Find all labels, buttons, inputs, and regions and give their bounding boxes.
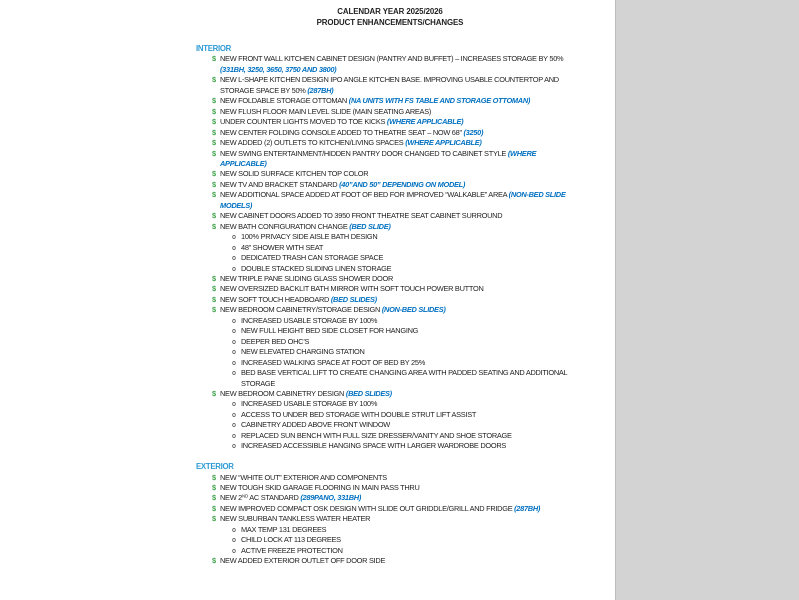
list-item — [196, 274, 584, 284]
dollar-bullet-icon: $ — [212, 106, 216, 116]
dollar-bullet-icon: $ — [212, 190, 216, 200]
item-text-segment: NEW CENTER FOLDING CONSOLE ADDED TO THEATRE SEAT – NOW 68” — [220, 127, 464, 137]
circle-bullet-icon: o — [232, 264, 236, 273]
item-text-segment: (WHERE APPLICABLE) — [386, 117, 464, 127]
item-text-segment: (287BH) — [514, 503, 541, 513]
item-text-segment: (BED SLIDES) — [330, 294, 377, 304]
section-heading-exterior: EXTERIOR — [196, 462, 234, 472]
item-text-segment: NEW L-SHAPE KITCHEN DESIGN IPO ANGLE KITCHEN BASE. IMPROVING USABLE COUNTERTOP AND STORAGE SPACE BY 50% — [220, 75, 559, 95]
list-item — [196, 483, 584, 493]
sub-item-text: NEW FULL HEIGHT BED SIDE CLOSET FOR HANGING — [241, 326, 419, 336]
item-text-segment: (40”AND 50” DEPENDING ON MODEL) — [339, 179, 466, 189]
item-text-segment: ND — [242, 493, 248, 499]
item-text-segment: NEW OVERSIZED BACKLIT BATH MIRROR WITH SOFT TOUCH POWER BUTTON — [220, 284, 484, 294]
item-text — [220, 305, 584, 315]
item-text-segment: NEW FLUSH FLOOR MAIN LEVEL SLIDE (MAIN SEATING AREAS) — [220, 106, 432, 116]
dollar-bullet-icon: $ — [212, 221, 216, 231]
dollar-bullet-icon: $ — [212, 138, 216, 148]
item-text — [220, 222, 584, 232]
item-text — [220, 180, 584, 190]
list-item — [196, 295, 584, 305]
item-text-segment: NEW SOFT TOUCH HEADBOARD — [220, 294, 331, 304]
dollar-bullet-icon: $ — [212, 388, 216, 398]
list-item — [196, 284, 584, 294]
dollar-bullet-icon: $ — [212, 493, 216, 503]
list-item — [196, 222, 584, 232]
item-text — [220, 295, 584, 305]
list-item — [196, 117, 584, 127]
section-interior — [196, 44, 584, 452]
sub-list-item — [196, 410, 584, 420]
item-text-segment: NEW CABINET DOORS ADDED TO 3950 FRONT THEATRE SEAT CABINET SURROUND — [220, 211, 503, 221]
section-heading-interior: INTERIOR — [196, 44, 232, 53]
circle-bullet-icon: o — [232, 358, 236, 367]
list-item — [196, 96, 584, 106]
sub-item-text: INCREASED ACCESSIBLE HANGING SPACE WITH LARGER WARDROBE DOORS — [241, 441, 507, 451]
sub-item-text: INCREASED WALKING SPACE AT FOOT OF BED BY 25% — [241, 357, 425, 367]
item-text — [220, 473, 584, 483]
list-item — [196, 473, 584, 483]
item-text — [220, 514, 584, 524]
item-text-segment: NEW SWING ENTERTAINMENT/HIDDEN PANTRY DOOR CHANGED TO CABINET STYLE — [220, 148, 508, 158]
circle-bullet-icon: o — [232, 525, 236, 534]
item-text-segment: (289PANO, 331BH) — [300, 493, 362, 503]
item-text-segment: NEW TRIPLE PANE SLIDING GLASS SHOWER DOOR — [220, 273, 394, 283]
sub-list-item — [196, 358, 584, 368]
sub-list-item — [196, 525, 584, 535]
sub-list-item — [196, 368, 584, 389]
item-text-segment: NEW ADDED EXTERIOR OUTLET OFF DOOR SIDE — [220, 556, 386, 566]
sub-item-text: NEW ELEVATED CHARGING STATION — [241, 347, 365, 357]
item-text — [220, 107, 584, 117]
circle-bullet-icon: o — [232, 348, 236, 357]
circle-bullet-icon: o — [232, 421, 236, 430]
sub-list-item — [196, 326, 584, 336]
item-text-segment: (NON-BED SLIDES) — [381, 305, 446, 315]
item-text — [220, 75, 584, 96]
section-exterior — [196, 462, 584, 567]
sub-item-text: 100% PRIVACY SIDE AISLE BATH DESIGN — [241, 232, 378, 242]
sub-item-text: 48” SHOWER WITH SEAT — [241, 242, 324, 252]
sub-item-text: DEDICATED TRASH CAN STORAGE SPACE — [241, 253, 384, 263]
dollar-bullet-icon: $ — [212, 179, 216, 189]
sub-list-item — [196, 441, 584, 451]
item-text — [220, 149, 584, 170]
document-body — [196, 44, 584, 567]
circle-bullet-icon: o — [232, 536, 236, 545]
item-text — [220, 483, 584, 493]
list-item — [196, 493, 584, 503]
circle-bullet-icon: o — [232, 546, 236, 555]
item-text-segment: NEW 2 — [220, 493, 243, 503]
dollar-bullet-icon: $ — [212, 148, 216, 158]
dollar-bullet-icon: $ — [212, 75, 216, 85]
dollar-bullet-icon: $ — [212, 117, 216, 127]
dollar-bullet-icon: $ — [212, 503, 216, 513]
item-text-segment: (NA UNITS WITH FS TABLE AND STORAGE OTTOMAN) — [348, 96, 531, 106]
circle-bullet-icon: o — [232, 243, 236, 252]
item-text — [220, 54, 584, 75]
item-text-segment: UNDER COUNTER LIGHTS MOVED TO TOE KICKS — [220, 117, 387, 127]
item-text-segment: (WHERE APPLICABLE) — [220, 148, 537, 168]
sub-list-item — [196, 232, 584, 242]
sub-list-item — [196, 316, 584, 326]
item-text-segment: NEW BEDROOM CABINETRY DESIGN — [220, 388, 346, 398]
dollar-bullet-icon: $ — [212, 169, 216, 179]
list-item — [196, 54, 584, 75]
list-item — [196, 180, 584, 190]
dollar-bullet-icon: $ — [212, 96, 216, 106]
dollar-bullet-icon: $ — [212, 273, 216, 283]
sub-list-item — [196, 337, 584, 347]
list-item — [196, 211, 584, 221]
list-item — [196, 389, 584, 399]
item-text-segment: NEW FRONT WALL KITCHEN CABINET DESIGN (PANTRY AND BUFFET) – INCREASES STORAGE BY 50% — [220, 54, 564, 64]
sub-item-text: MAX TEMP 131 DEGREES — [241, 524, 327, 534]
dollar-bullet-icon: $ — [212, 284, 216, 294]
circle-bullet-icon: o — [232, 410, 236, 419]
sub-list-item — [196, 347, 584, 357]
dollar-bullet-icon: $ — [212, 514, 216, 524]
document-title-line2: PRODUCT ENHANCEMENTS/CHANGES — [316, 18, 464, 27]
sub-item-text: DEEPER BED OHC’S — [241, 336, 310, 346]
item-text-segment: NEW SOLID SURFACE KITCHEN TOP COLOR — [220, 169, 369, 179]
item-text — [220, 211, 584, 221]
item-text-segment: (287BH) — [307, 85, 334, 95]
circle-bullet-icon: o — [232, 337, 236, 346]
item-text-segment: (331BH, 3250, 3650, 3750 AND 3800) — [220, 64, 337, 74]
sub-list-item — [196, 546, 584, 556]
sub-item-text: CABINETRY ADDED ABOVE FRONT WINDOW — [241, 420, 390, 430]
circle-bullet-icon: o — [232, 369, 236, 378]
circle-bullet-icon: o — [232, 327, 236, 336]
sub-list-item — [196, 243, 584, 253]
item-text — [220, 504, 584, 514]
item-text — [220, 389, 584, 399]
item-text-segment: (WHERE APPLICABLE) — [405, 138, 482, 148]
item-text-segment: AC STANDARD — [247, 493, 301, 503]
item-text — [220, 284, 584, 294]
sub-item-text: ACCESS TO UNDER BED STORAGE WITH DOUBLE STRUT LIFT ASSIST — [241, 409, 477, 419]
item-text — [220, 493, 584, 503]
item-text-segment: NEW IMPROVED COMPACT OSK DESIGN WITH SLIDE OUT GRIDDLE/GRILL AND FRIDGE — [220, 503, 515, 513]
item-text-segment: NEW BEDROOM CABINETRY/STORAGE DESIGN — [220, 305, 382, 315]
document-title — [196, 6, 584, 28]
item-text-segment: NEW ADDED (2) OUTLETS TO KITCHEN/LIVING SPACES — [220, 138, 406, 148]
dollar-bullet-icon: $ — [212, 54, 216, 64]
sub-list-item — [196, 431, 584, 441]
item-text — [220, 274, 584, 284]
list-item — [196, 75, 584, 96]
dollar-bullet-icon: $ — [212, 472, 216, 482]
sub-list-item — [196, 253, 584, 263]
sub-item-text: ACTIVE FREEZE PROTECTION — [241, 545, 343, 555]
circle-bullet-icon: o — [232, 254, 236, 263]
item-text — [220, 556, 584, 566]
circle-bullet-icon: o — [232, 442, 236, 451]
sub-item-text: BED BASE VERTICAL LIFT TO CREATE CHANGING AREA WITH PADDED SEATING AND ADDITIONAL STORAGE — [241, 368, 568, 388]
item-text-segment: (BED SLIDES) — [345, 388, 392, 398]
item-text-segment: NEW ADDITIONAL SPACE ADDED AT FOOT OF BED FOR IMPROVED “WALKABLE” AREA — [220, 190, 509, 200]
list-item — [196, 305, 584, 315]
item-text-segment: NEW TV AND BRACKET STANDARD — [220, 179, 340, 189]
list-item — [196, 190, 584, 211]
sub-item-text: INCREASED USABLE STORAGE BY 100% — [241, 399, 378, 409]
list-item — [196, 169, 584, 179]
item-text — [220, 169, 584, 179]
dollar-bullet-icon: $ — [212, 483, 216, 493]
list-item — [196, 504, 584, 514]
list-item — [196, 138, 584, 148]
dollar-bullet-icon: $ — [212, 556, 216, 566]
sub-list-item — [196, 535, 584, 545]
document-title-line1: CALENDAR YEAR 2025/2026 — [337, 7, 443, 16]
list-item — [196, 128, 584, 138]
sub-list-item — [196, 264, 584, 274]
item-text — [220, 117, 584, 127]
list-item — [196, 556, 584, 566]
item-text — [220, 128, 584, 138]
circle-bullet-icon: o — [232, 400, 236, 409]
circle-bullet-icon: o — [232, 316, 236, 325]
item-text — [220, 138, 584, 148]
item-text — [220, 96, 584, 106]
sub-list-item — [196, 420, 584, 430]
sub-item-text: CHILD LOCK AT 113 DEGREES — [241, 535, 341, 545]
item-text-segment: NEW TOUGH SKID GARAGE FLOORING IN MAIN PASS THRU — [220, 483, 420, 493]
circle-bullet-icon: o — [232, 431, 236, 440]
item-text-segment: NEW BATH CONFIGURATION CHANGE — [220, 221, 350, 231]
item-text-segment: NEW “WHITE OUT” EXTERIOR AND COMPONENTS — [220, 472, 387, 482]
item-text-segment: (3250) — [463, 127, 484, 137]
sub-item-text: DOUBLE STACKED SLIDING LINEN STORAGE — [241, 263, 392, 273]
list-item — [196, 149, 584, 170]
item-text-segment: NEW SUBURBAN TANKLESS WATER HEATER — [220, 514, 371, 524]
item-text-segment: NEW FOLDABLE STORAGE OTTOMAN — [220, 96, 349, 106]
dollar-bullet-icon: $ — [212, 305, 216, 315]
sub-list-item — [196, 399, 584, 409]
sub-item-text: REPLACED SUN BENCH WITH FULL SIZE DRESSER/VANITY AND SHOE STORAGE — [241, 430, 512, 440]
circle-bullet-icon: o — [232, 233, 236, 242]
dollar-bullet-icon: $ — [212, 294, 216, 304]
dollar-bullet-icon: $ — [212, 211, 216, 221]
item-text — [220, 190, 584, 211]
list-item — [196, 514, 584, 524]
item-text-segment: (NON-BED SLIDE MODELS) — [220, 190, 566, 210]
list-item — [196, 107, 584, 117]
sub-item-text: INCREASED USABLE STORAGE BY 100% — [241, 315, 378, 325]
item-text-segment: (BED SLIDE) — [349, 221, 391, 231]
dollar-bullet-icon: $ — [212, 127, 216, 137]
